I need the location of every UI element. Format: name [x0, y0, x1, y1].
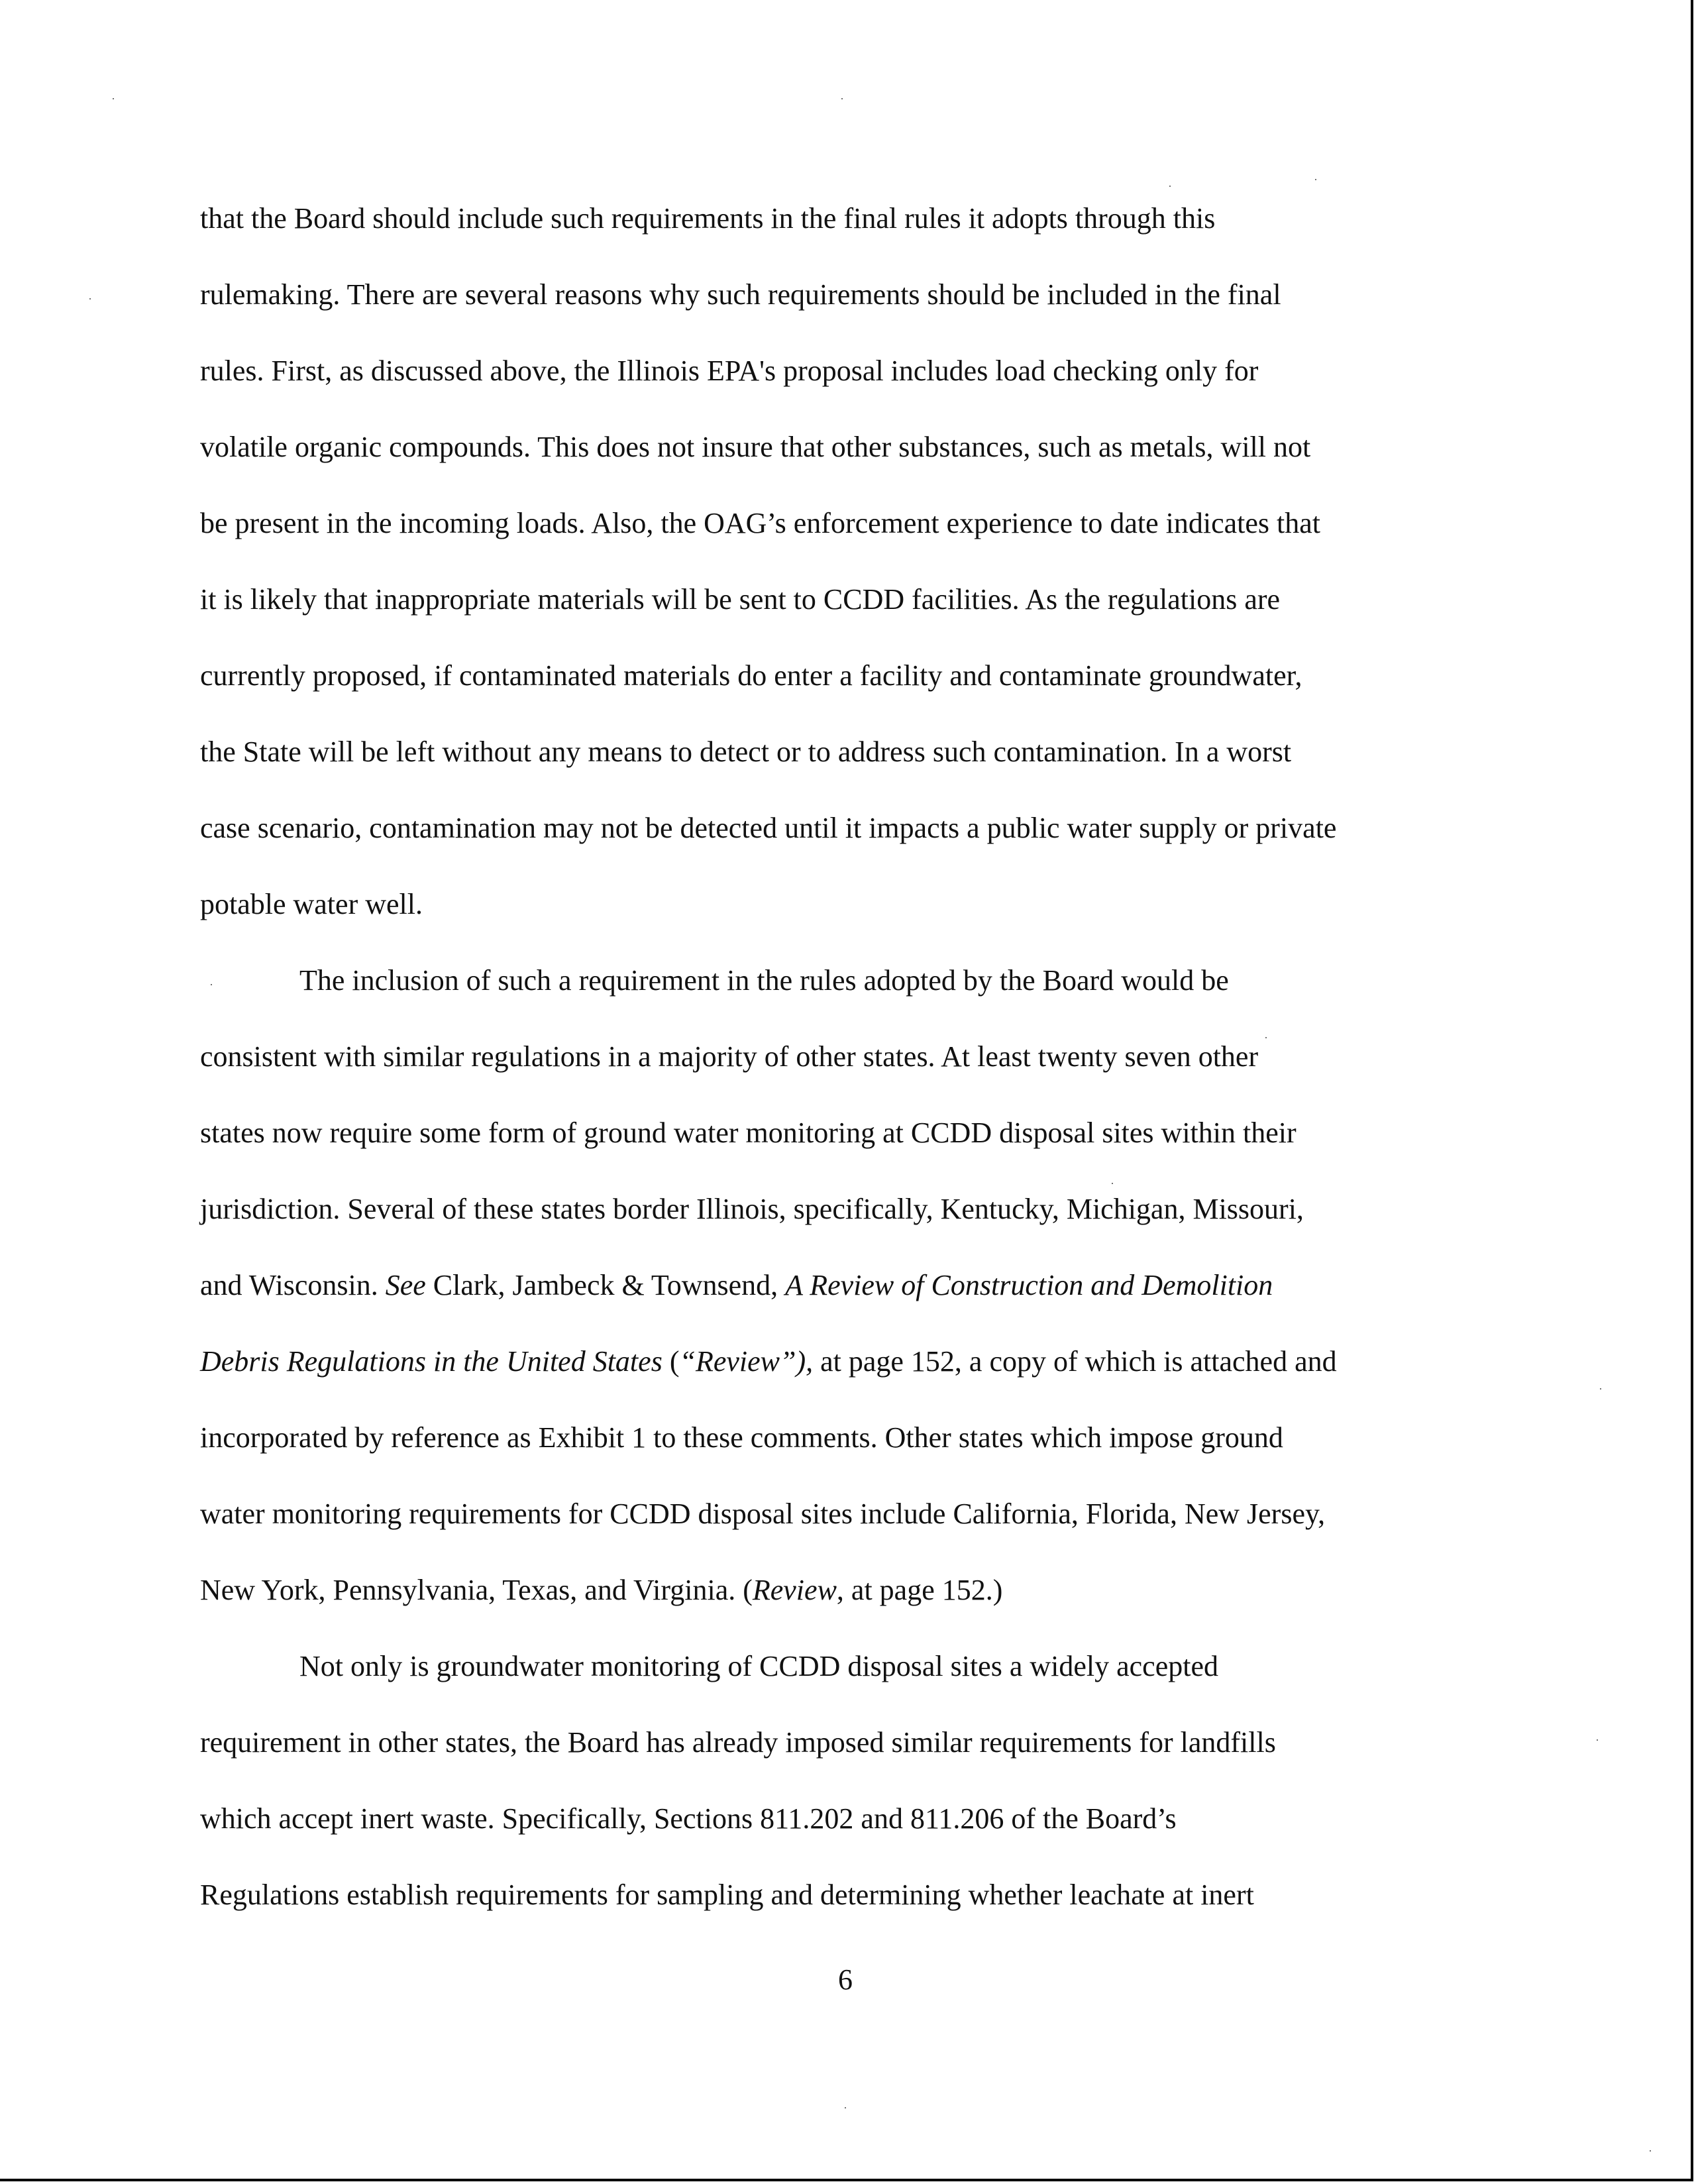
scan-speck	[845, 2107, 846, 2108]
paragraph-2-line-4: jurisdiction. Several of these states border Illinois, specifically, Kentucky, Michigan, Missouri,	[200, 1193, 1304, 1225]
scan-speck	[89, 298, 91, 300]
text-run: (	[662, 1345, 680, 1378]
text-run: at page 152, a copy of which is attached and	[813, 1345, 1337, 1378]
text-run: , at page 152.)	[836, 1574, 1003, 1606]
paragraph-2-line-5	[200, 1266, 1273, 1305]
scan-speck	[1597, 1739, 1598, 1741]
citation-title-part-2: Debris Regulations in the United States	[200, 1345, 662, 1378]
paragraph-2-line-8: water monitoring requirements for CCDD disposal sites include California, Florida, New Jersey,	[200, 1498, 1326, 1530]
scan-speck	[1169, 186, 1171, 187]
paragraph-3-line-3: which accept inert waste. Specifically, Sections 811.202 and 811.206 of the Board’s	[200, 1802, 1177, 1835]
scan-speck	[1112, 1183, 1113, 1184]
paragraph-3-line-1: Not only is groundwater monitoring of CCDD disposal sites a widely accepted	[299, 1650, 1218, 1682]
text-run: New York, Pennsylvania, Texas, and Virginia. (	[200, 1574, 753, 1606]
paragraph-1-line-5: be present in the incoming loads. Also, the OAG’s enforcement experience to date indicates that	[200, 507, 1321, 539]
paragraph-1-line-7: currently proposed, if contaminated materials do enter a facility and contaminate groundwater,	[200, 659, 1302, 692]
signal-see: See	[385, 1269, 426, 1301]
paragraph-2-line-7: incorporated by reference as Exhibit 1 to these comments. Other states which impose ground	[200, 1421, 1283, 1454]
scan-speck	[1650, 2150, 1651, 2152]
paragraph-1-line-10: potable water well.	[200, 888, 423, 920]
page-number: 6	[838, 1963, 853, 1996]
paragraph-2-line-1: The inclusion of such a requirement in the rules adopted by the Board would be	[299, 964, 1229, 997]
paragraph-1-line-3: rules. First, as discussed above, the Illinois EPA's proposal includes load checking only for	[200, 355, 1259, 387]
paragraph-1-line-6: it is likely that inappropriate materials will be sent to CCDD facilities. As the regulations are	[200, 583, 1281, 616]
paragraph-3-line-2: requirement in other states, the Board has already imposed similar requirements for landfills	[200, 1726, 1276, 1759]
scan-speck	[1600, 1388, 1601, 1390]
paragraph-1-line-2: rulemaking. There are several reasons why such requirements should be included in the final	[200, 278, 1281, 311]
paragraph-1-line-8: the State will be left without any means to detect or to address such contamination. In a worst	[200, 736, 1292, 768]
scan-speck	[1265, 1037, 1267, 1038]
text-run: Clark, Jambeck & Townsend,	[425, 1269, 786, 1301]
scan-speck	[211, 984, 212, 985]
paragraph-1-line-1: that the Board should include such requirements in the final rules it adopts through this	[200, 202, 1216, 235]
paragraph-2-line-2: consistent with similar regulations in a majority of other states. At least twenty seven other	[200, 1040, 1259, 1073]
paragraph-2-line-9	[200, 1570, 1002, 1610]
paragraph-1-line-9: case scenario, contamination may not be detected until it impacts a public water supply or private	[200, 812, 1337, 844]
paragraph-2-line-6	[200, 1342, 1337, 1382]
paragraph-1-line-4: volatile organic compounds. This does not insure that other substances, such as metals, will not	[200, 431, 1311, 463]
scan-speck	[841, 98, 843, 99]
text-run: and Wisconsin.	[200, 1269, 386, 1301]
citation-title-part-1: A Review of Construction and Demolition	[785, 1269, 1273, 1301]
scan-speck	[113, 98, 114, 99]
scan-speck	[1315, 179, 1316, 180]
short-form-review: Review	[752, 1574, 837, 1606]
short-form-review: “Review”),	[679, 1345, 814, 1378]
paragraph-3-line-4: Regulations establish requirements for sampling and determining whether leachate at inert	[200, 1879, 1254, 1911]
paragraph-2-line-3: states now require some form of ground water monitoring at CCDD disposal sites within their	[200, 1117, 1297, 1149]
